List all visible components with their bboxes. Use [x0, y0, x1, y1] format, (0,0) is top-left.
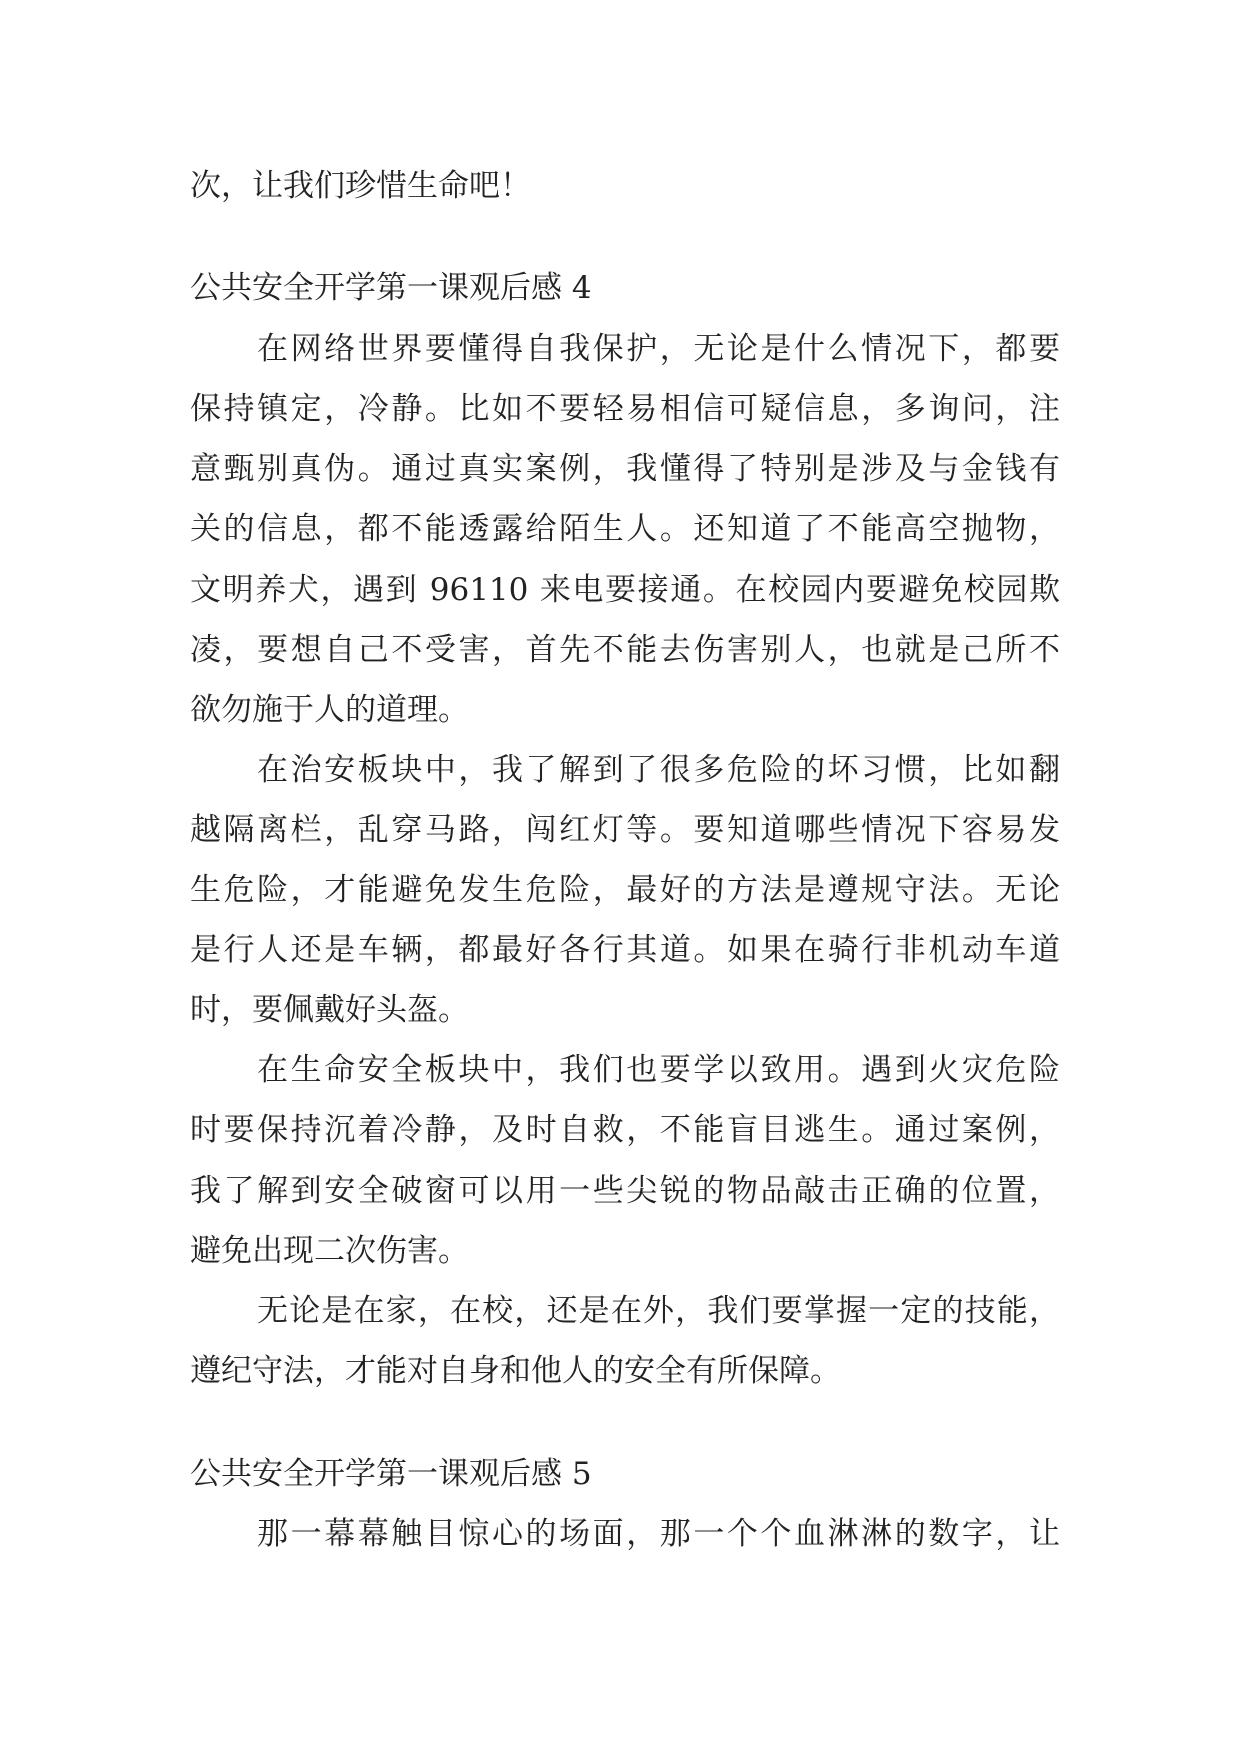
- paragraph-line: 欲勿施于人的道理。: [190, 692, 469, 728]
- paragraph-line: 次，让我们珍惜生命吧！: [190, 168, 531, 204]
- paragraph-line: 关的信息，都不能透露给陌生人。还知道了不能高空抛物，: [190, 511, 1060, 547]
- section-heading: 公共安全开学第一课观后感 5: [190, 1456, 592, 1492]
- paragraph-line: 无论是在家，在校，还是在外，我们要掌握一定的技能，: [257, 1293, 1060, 1329]
- paragraph-line: 时要保持沉着冷静，及时自救，不能盲目逃生。通过案例，: [190, 1112, 1060, 1148]
- paragraph-line: 我了解到安全破窗可以用一些尖锐的物品敲击正确的位置，: [190, 1173, 1060, 1209]
- paragraph-line: 越隔离栏，乱穿马路，闯红灯等。要知道哪些情况下容易发: [190, 812, 1060, 848]
- paragraph-line: 遵纪守法，才能对自身和他人的安全有所保障。: [190, 1353, 841, 1389]
- paragraph-line: 时，要佩戴好头盔。: [190, 992, 469, 1028]
- paragraph-line: 凌，要想自己不受害，首先不能去伤害别人，也就是己所不: [190, 632, 1060, 668]
- paragraph-line: 在生命安全板块中，我们也要学以致用。遇到火灾危险: [257, 1052, 1060, 1088]
- section-heading: 公共安全开学第一课观后感 4: [190, 270, 592, 306]
- paragraph-line: 意甄别真伪。通过真实案例，我懂得了特别是涉及与金钱有: [190, 451, 1060, 487]
- paragraph-line: 那一幕幕触目惊心的场面，那一个个血淋淋的数字，让: [257, 1516, 1060, 1552]
- paragraph-line: 文明养犬，遇到 96110 来电要接通。在校园内要避免校园欺: [190, 572, 1060, 608]
- paragraph-line: 保持镇定，冷静。比如不要轻易相信可疑信息，多询问，注: [190, 391, 1060, 427]
- paragraph-line: 生危险，才能避免发生危险，最好的方法是遵规守法。无论: [190, 872, 1060, 908]
- paragraph-line: 在网络世界要懂得自我保护，无论是什么情况下，都要: [257, 331, 1060, 367]
- paragraph-line: 避免出现二次伤害。: [190, 1233, 469, 1269]
- paragraph-line: 在治安板块中，我了解到了很多危险的坏习惯，比如翻: [257, 752, 1060, 788]
- paragraph-line: 是行人还是车辆，都最好各行其道。如果在骑行非机动车道: [190, 932, 1060, 968]
